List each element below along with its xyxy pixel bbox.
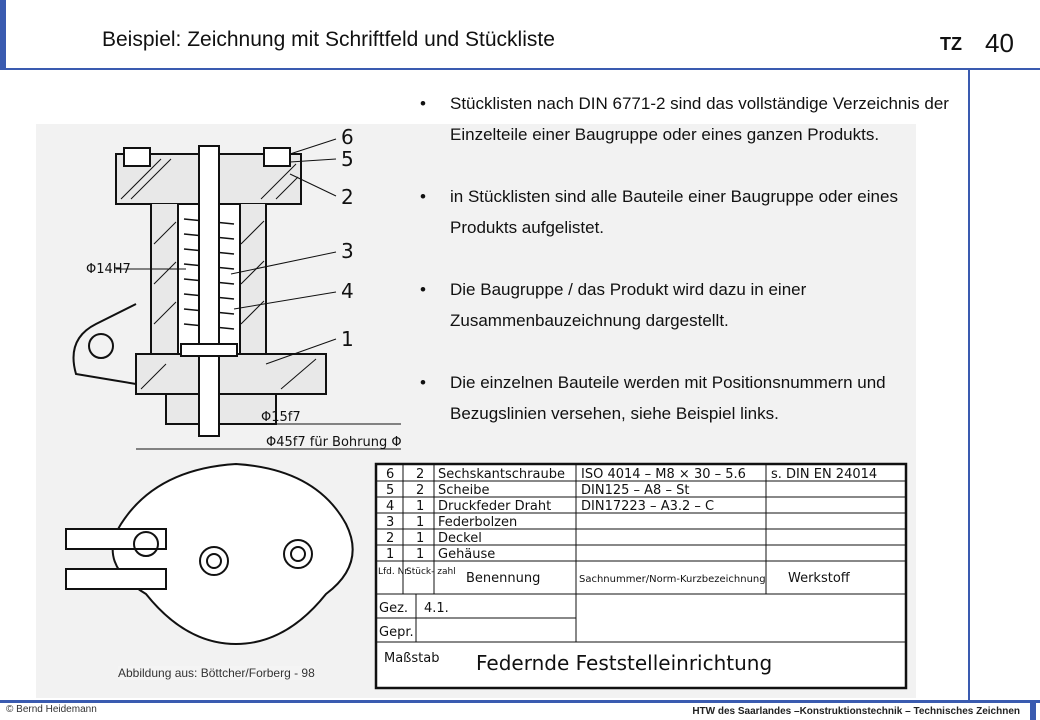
position-label: 5 <box>341 147 354 171</box>
slide-title: Beispiel: Zeichnung mit Schriftfeld und Stückliste <box>102 28 555 51</box>
svg-text:Benennung: Benennung <box>466 571 541 586</box>
svg-text:4: 4 <box>386 499 395 514</box>
svg-text:2: 2 <box>386 531 395 546</box>
header-divider <box>0 68 1040 70</box>
course-tag: TZ <box>940 34 962 54</box>
svg-text:DIN125 – A8 – St: DIN125 – A8 – St <box>581 483 690 498</box>
svg-text:5: 5 <box>386 483 395 498</box>
footer-divider <box>0 700 1040 703</box>
svg-text:Deckel: Deckel <box>438 531 482 546</box>
svg-text:Sachnummer/Norm-Kurzbezeichnun: Sachnummer/Norm-Kurzbezeichnung <box>579 574 766 585</box>
svg-text:1: 1 <box>416 531 425 546</box>
svg-text:Federbolzen: Federbolzen <box>438 515 518 530</box>
dimension-label: Φ45f7 für Bohrung Φ <box>266 435 402 450</box>
svg-text:3: 3 <box>386 515 395 530</box>
svg-text:1: 1 <box>416 515 425 530</box>
svg-text:Scheibe: Scheibe <box>438 483 490 498</box>
svg-text:Stück- zahl: Stück- zahl <box>406 567 456 577</box>
svg-text:Federnde Feststelleinrichtung: Federnde Feststelleinrichtung <box>476 651 773 675</box>
svg-text:Gepr.: Gepr. <box>379 625 414 640</box>
bullet-item: • in Stücklisten sind alle Bauteile einer Baugruppe oder eines Produkts aufgelistet. <box>420 181 960 243</box>
svg-text:ISO 4014 – M8 × 30 – 5.6: ISO 4014 – M8 × 30 – 5.6 <box>581 467 746 482</box>
page-number: 40 <box>985 28 1014 58</box>
svg-text:Sechskantschraube: Sechskantschraube <box>438 467 565 482</box>
bullet-item: • Die Baugruppe / das Produkt wird dazu in einer Zusammenbauzeichnung dargestellt. <box>420 274 960 336</box>
svg-text:6: 6 <box>386 467 395 482</box>
bullet-item: • Stücklisten nach DIN 6771-2 sind das vollständige Verzeichnis der Einzelteile einer Baugruppe oder eines ganzen Produkts. <box>420 88 960 150</box>
svg-text:1: 1 <box>386 547 395 562</box>
svg-text:Gez.: Gez. <box>379 601 409 616</box>
svg-text:1: 1 <box>416 547 425 562</box>
content-border <box>968 70 970 700</box>
footer-accent-bar <box>1030 700 1036 720</box>
bullet-item: • Die einzelnen Bauteile werden mit Positionsnummern und Bezugslinien versehen, siehe Beispiel links. <box>420 367 960 429</box>
svg-text:Gehäuse: Gehäuse <box>438 547 496 562</box>
svg-text:1: 1 <box>416 499 425 514</box>
bullet-list <box>420 88 960 460</box>
svg-text:Druckfeder Draht: Druckfeder Draht <box>438 499 552 514</box>
table-row <box>386 467 877 482</box>
dimension-label: Φ14H7 <box>86 262 131 277</box>
position-label: 6 <box>341 125 354 149</box>
footer-institution: HTW des Saarlandes –Konstruktionstechnik – Technisches Zeichnen <box>692 706 1020 717</box>
header-accent-bar <box>0 0 6 70</box>
svg-text:DIN17223 – A3.2 – C: DIN17223 – A3.2 – C <box>581 499 715 514</box>
svg-text:Lfd. Nr.: Lfd. Nr. <box>378 567 411 577</box>
position-label: 1 <box>341 327 354 351</box>
svg-text:Maßstab: Maßstab <box>384 651 440 666</box>
svg-text:Werkstoff: Werkstoff <box>788 571 850 586</box>
image-caption: Abbildung aus: Böttcher/Forberg - 98 <box>118 666 315 680</box>
position-label: 2 <box>341 185 354 209</box>
svg-text:s. DIN EN 24014: s. DIN EN 24014 <box>771 467 878 482</box>
position-label: 4 <box>341 279 354 303</box>
svg-text:4.1.: 4.1. <box>424 601 449 616</box>
footer-copyright: © Bernd Heidemann <box>6 704 97 715</box>
svg-text:2: 2 <box>416 467 425 482</box>
dimension-label: Φ15f7 <box>261 410 301 425</box>
position-label: 3 <box>341 239 354 263</box>
svg-text:2: 2 <box>416 483 425 498</box>
